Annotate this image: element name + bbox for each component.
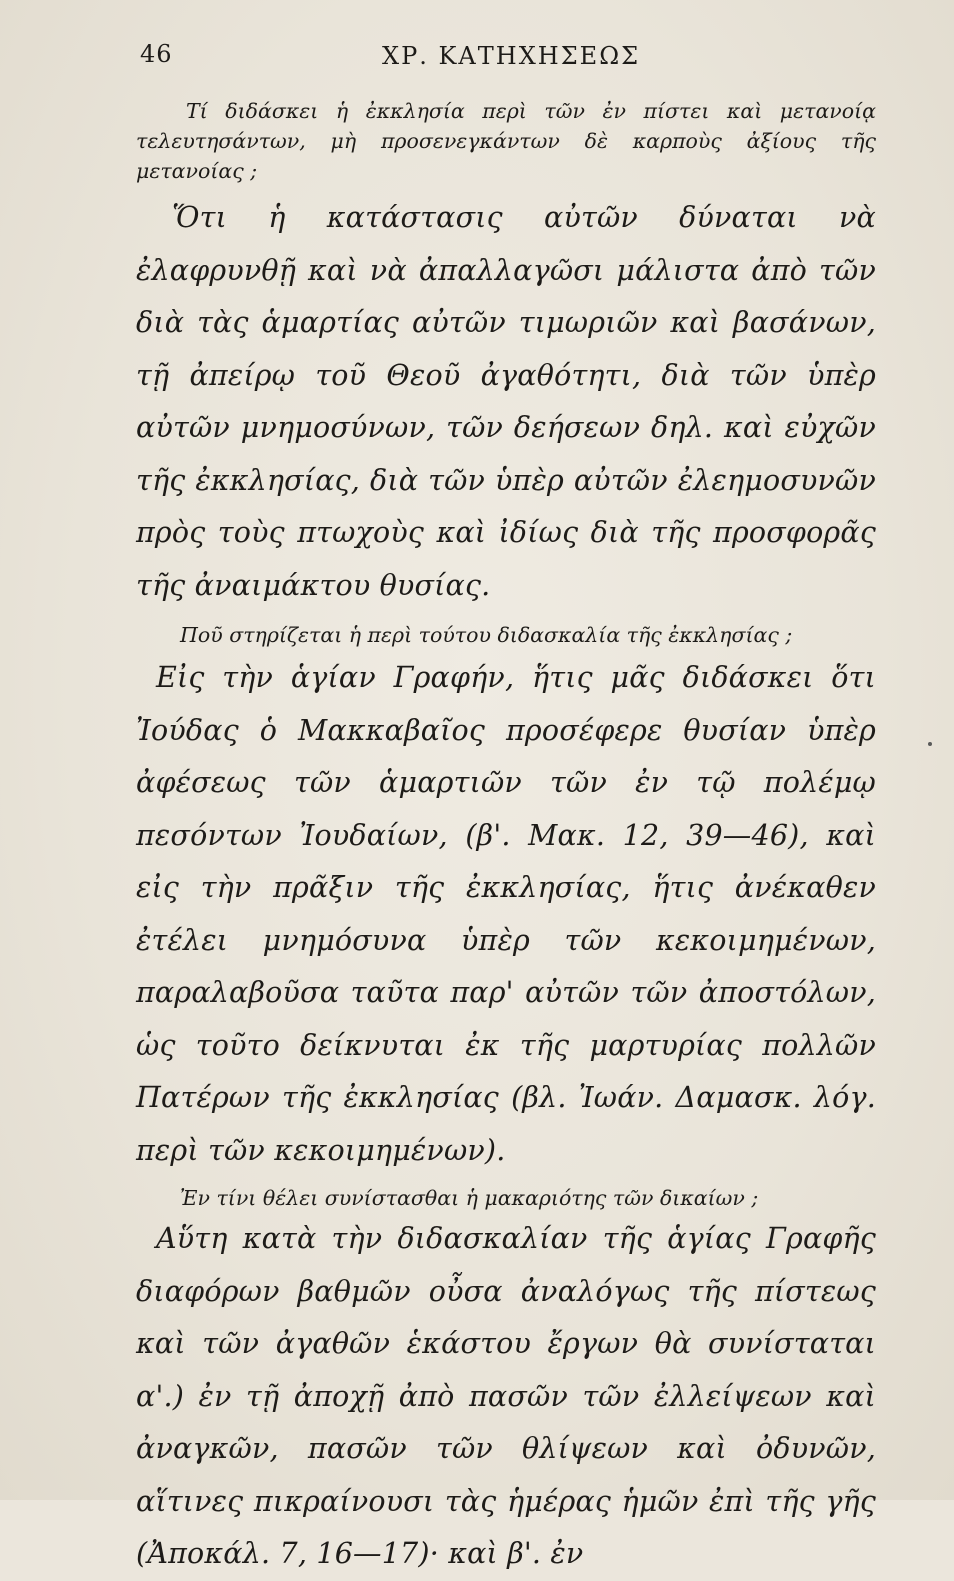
page-body xyxy=(136,96,876,1581)
question-paragraph: Ποῦ στηρίζεται ἡ περὶ τούτου διδασκαλία τῆς ἐκκλησίας ; xyxy=(180,623,793,647)
page-header xyxy=(140,40,840,80)
answer-paragraph: Εἰς τὴν ἁγίαν Γραφήν, ἥτις μᾶς διδάσκει ὅτι Ἰούδας ὁ Μακκαβαῖος προσέφερε θυσίαν ὑπὲρ ἀφέσεως τῶν ἁμαρτιῶν τῶν ἐν τῷ πολέμῳ πεσόντων Ἰουδαίων, (β'. Μακ. 12, 39—46), καὶ εἰς τὴν πρᾶξιν τῆς ἐκκλησίας, ἥτις ἀνέκαθεν ἐτέλει μνημόσυνα ὑπὲρ τῶν κεκοιμημένων, παραλαβοῦσα ταῦτα παρ' αὐτῶν τῶν ἀποστόλων, ὡς τοῦτο δείκνυται ἐκ τῆς μαρτυρίας πολλῶν Πατέρων τῆς ἐκκλησίας (βλ. Ἰωάν. Δαμασκ. λόγ. περὶ τῶν κεκοιμημένων). xyxy=(136,661,876,1167)
answer-paragraph: Αὕτη κατὰ τὴν διδασκαλίαν τῆς ἁγίας Γραφῆς διαφόρων βαθμῶν οὖσα ἀναλόγως τῆς πίστεως καὶ τῶν ἀγαθῶν ἑκάστου ἔργων θὰ συνίσταται α'.) ἐν τῇ ἀποχῇ ἀπὸ πασῶν τῶν ἐλλείψεων καὶ ἀναγκῶν, πασῶν τῶν θλίψεων καὶ ὀδυνῶν, αἵτινες πικραίνουσι τὰς ἡμέρας ἡμῶν ἐπὶ τῆς γῆς (Ἀποκάλ. 7, 16—17)· καὶ β'. ἐν xyxy=(136,1222,876,1570)
margin-dot xyxy=(928,742,932,746)
page-number: 46 xyxy=(140,40,173,68)
question-paragraph: Τί διδάσκει ἡ ἐκκλησία περὶ τῶν ἐν πίστει καὶ μετανοίᾳ τελευτησάντων, μὴ προσενεγκάντων δὲ καρποὺς ἀξίους τῆς μετανοίας ; xyxy=(136,99,876,183)
question-paragraph: Ἐν τίνι θέλει συνίστασθαι ἡ μακαριότης τῶν δικαίων ; xyxy=(180,1186,759,1210)
answer-paragraph: Ὅτι ἡ κατάστασις αὐτῶν δύναται νὰ ἐλαφρυνθῇ καὶ νὰ ἀπαλλαγῶσι μάλιστα ἀπὸ τῶν διὰ τὰς ἁμαρτίας αὐτῶν τιμωριῶν καὶ βασάνων, τῇ ἀπείρῳ τοῦ Θεοῦ ἀγαθότητι, διὰ τῶν ὑπὲρ αὐτῶν μνημοσύνων, τῶν δεήσεων δηλ. καὶ εὐχῶν τῆς ἐκκλησίας, διὰ τῶν ὑπὲρ αὐτῶν ἐλεημοσυνῶν πρὸς τοὺς πτωχοὺς καὶ ἰδίως διὰ τῆς προσφορᾶς τῆς ἀναιμάκτου θυσίας. xyxy=(136,201,876,602)
running-title: ΧΡ. ΚΑΤΗΧΗΣΕΩΣ xyxy=(382,42,641,70)
